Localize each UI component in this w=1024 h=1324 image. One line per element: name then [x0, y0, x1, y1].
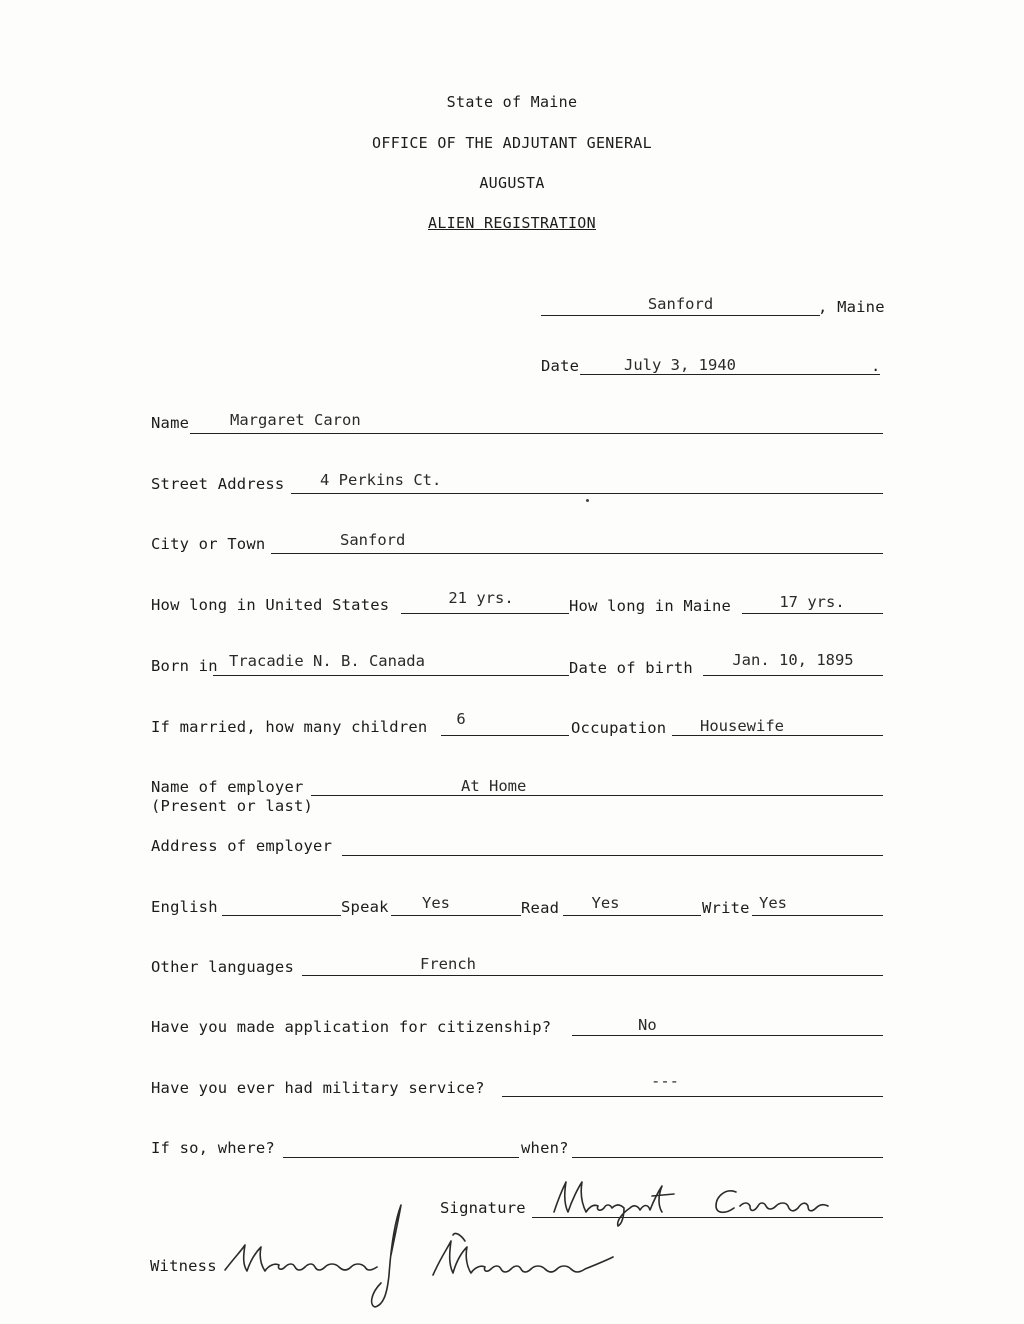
english-label: English — [151, 898, 218, 916]
maine-years-value: 17 yrs. — [779, 593, 845, 611]
city-line — [271, 553, 883, 554]
write-value: Yes — [759, 894, 787, 912]
born-in-value: Tracadie N. B. Canada — [229, 652, 425, 670]
ink-speck — [586, 499, 589, 502]
when-label: when? — [521, 1139, 569, 1157]
employer-label: Name of employer — [151, 778, 304, 796]
form-title — [0, 214, 1024, 232]
name-label: Name — [151, 414, 190, 432]
us-years-label: How long in United States — [151, 596, 390, 614]
town-value: Sanford — [647, 295, 714, 313]
street-value: 4 Perkins Ct. — [320, 471, 442, 489]
where-label: If so, where? — [151, 1139, 275, 1157]
speak-value: Yes — [422, 894, 450, 912]
read-value: Yes — [591, 894, 620, 912]
us-years-value: 21 yrs. — [448, 589, 514, 607]
city-heading: AUGUSTA — [479, 174, 545, 192]
employer-value: At Home — [461, 777, 527, 795]
children-label: If married, how many children — [151, 718, 428, 736]
birth-date-line — [703, 675, 883, 676]
town-line — [541, 315, 820, 316]
name-line — [190, 433, 883, 434]
read-line — [563, 915, 701, 916]
children-value: 6 — [456, 710, 466, 728]
witness-label: Witness — [150, 1257, 217, 1275]
witness-handwriting — [215, 1195, 635, 1315]
read-label: Read — [521, 899, 560, 917]
date-end: . — [871, 357, 881, 375]
name-value: Margaret Caron — [230, 411, 361, 429]
birth-date-value: Jan. 10, 1895 — [732, 651, 854, 669]
employer-address-label: Address of employer — [151, 837, 333, 855]
military-line — [502, 1096, 883, 1097]
english-line — [222, 915, 341, 916]
when-line — [572, 1157, 883, 1158]
children-line — [441, 735, 569, 736]
occupation-value: Housewife — [700, 717, 784, 735]
street-line — [291, 493, 883, 494]
occupation-line — [672, 735, 883, 736]
us-years-line — [401, 613, 569, 614]
speak-label: Speak — [341, 898, 389, 916]
other-languages-value: French — [420, 955, 476, 973]
birth-date-label: Date of birth — [569, 659, 693, 677]
date-value: July 3, 1940 — [624, 356, 736, 374]
citizenship-label: Have you made application for citizenship? — [151, 1018, 552, 1036]
date-label: Date — [541, 357, 580, 375]
city-label: City or Town — [151, 535, 266, 553]
form-title-text: ALIEN REGISTRATION — [428, 214, 596, 232]
other-languages-line — [302, 975, 883, 976]
born-in-line — [213, 675, 569, 676]
street-label: Street Address — [151, 475, 285, 493]
other-languages-label: Other languages — [151, 958, 294, 976]
write-label: Write — [702, 899, 750, 917]
employer-line — [311, 795, 883, 796]
military-value: --- — [651, 1072, 679, 1090]
citizenship-value: No — [638, 1016, 657, 1034]
speak-line — [391, 915, 521, 916]
military-label: Have you ever had military service? — [151, 1079, 485, 1097]
write-line — [752, 915, 883, 916]
occupation-label: Occupation — [571, 719, 667, 737]
office-heading: OFFICE OF THE ADJUTANT GENERAL — [372, 134, 652, 152]
born-in-label: Born in — [151, 657, 218, 675]
signature-label: Signature — [440, 1199, 526, 1217]
maine-years-label: How long in Maine — [569, 597, 732, 615]
state-suffix: , Maine — [818, 298, 885, 316]
employer-sublabel: (Present or last) — [151, 797, 314, 815]
employer-address-line — [342, 855, 883, 856]
date-line — [580, 374, 880, 375]
maine-years-line — [742, 613, 883, 614]
citizenship-line — [572, 1035, 883, 1036]
city-value: Sanford — [340, 531, 406, 549]
state-heading: State of Maine — [446, 93, 578, 111]
where-line — [283, 1157, 519, 1158]
